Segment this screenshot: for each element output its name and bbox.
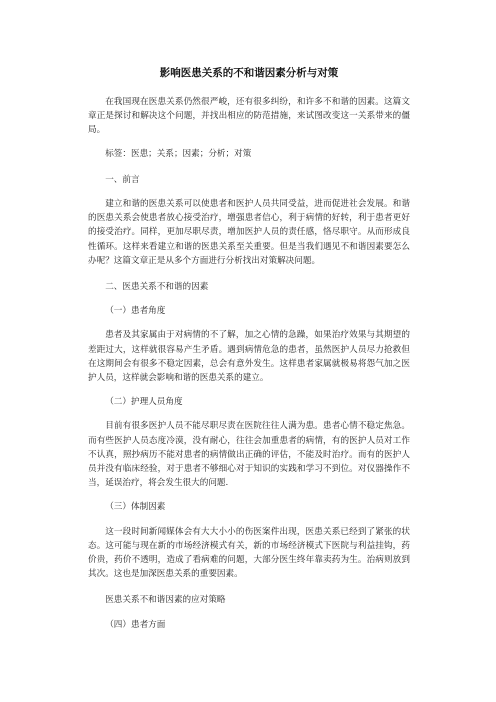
abstract-paragraph: 在我国现在医患关系仍然很严峻，还有很多纠纷，和许多不和谐的因素。这篇文章正是探讨和解决这个问题，并找出相应的防范措施，来试图改变这一关系带来的僵局。 [88,97,410,136]
system-paragraph: 这一段时间新闻媒体会有大大小小的伤医案件出现，医患关系已经到了紧张的状态。这可能与现在新的市场经济模式有关，新的市场经济模式下医院与利益挂钩，药价贵，药价不透明，造成了看病难的问题，大部分医生终年靠卖药为生。治病则放到其次。这也是加深医患关系的重要因素。 [88,526,410,580]
subheading-patient: （一）患者角度 [105,306,166,317]
patient-paragraph: 患者及其家属由于对病情的不了解，加之心情的急躁，如果治疗效果与其期望的差距过大，这样就很容易产生矛盾。遇到病情危急的患者，虽然医护人员尽力抢救但在这期间会有很多不稳定因素，总会有意外发生。这样患者家属就极易将怨气加之医护人员，这样就会影响和谐的医患关系的建立。 [88,330,410,384]
subheading-system: （三）体制因素 [105,502,166,513]
subheading-patient-side: （四）患者方面 [105,619,166,630]
keywords-line: 标签：医患；关系；因素；分析；对策 [105,148,252,159]
document-title: 影响医患关系的不和谐因素分析与对策 [159,67,339,79]
section-heading-strategy: 医患关系不和谐因素的应对策略 [105,595,226,606]
subheading-nursing: （二）护理人员角度 [105,397,183,408]
intro-paragraph: 建立和谐的医患关系可以使患者和医护人员共同受益，进而促进社会发展。和谐的医患关系会使患者放心接受治疗，增强患者信心，利于病情的好转，利于患者更好的接受治疗。同样，更加尽职尽责，增加医护人员的责任感，恪尽职守。从而形成良性循环。这样来看建立和谐的医患关系至关重要。但是当我们遇见不和谐因素要怎么办呢？这篇文章正是从多个方面进行分析找出对策解决问题。 [88,199,410,266]
nursing-paragraph: 目前有很多医护人员不能尽职尽责在医院往往人满为患。患者心情不稳定焦急。而有些医护人员态度冷漠，没有耐心，往往会加重患者的病情，有的医护人员对工作不认真，照抄病历不能对患者的病情做出正确的评估，不能及时治疗。而有的医护人员并没有临床经验，对于患者不够细心对于知识的实践和学习不到位。对仪器操作不当，延误治疗，将会发生很大的问题. [88,421,410,489]
section-heading-intro: 一、前言 [105,174,140,185]
section-heading-factors: 二、医患关系不和谐的因素 [105,282,209,293]
document-page [88,66,410,632]
